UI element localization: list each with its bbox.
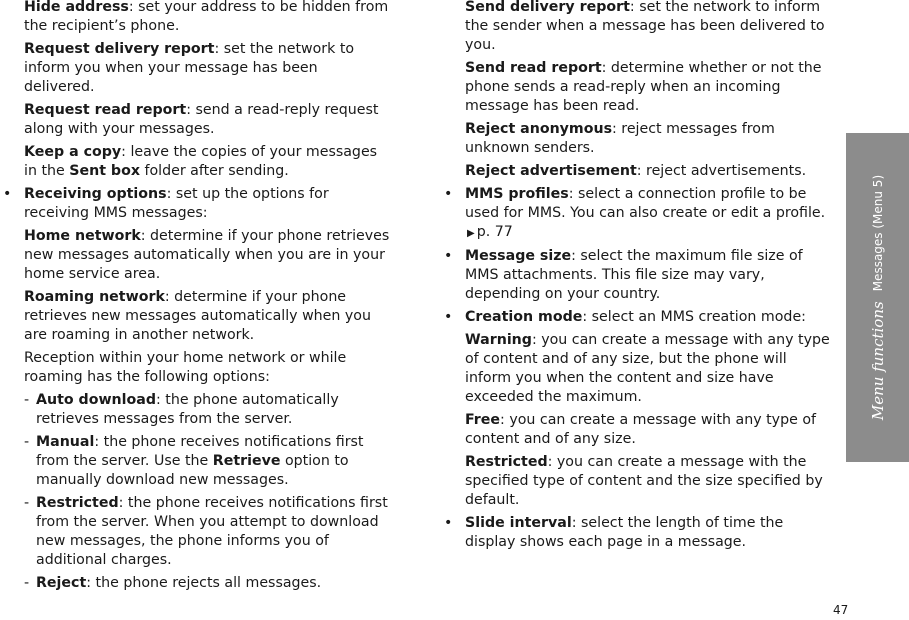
page-number: 47 [833,603,849,617]
request-delivery-item [0,40,390,97]
dash-marker: - [24,575,30,591]
slide-interval-text: : select the length of time the display shows each page in a message. [465,515,784,550]
side-tab-subtitle: Messages (Menu 5) [870,174,885,292]
reject-advertisement-text: : reject advertisements. [636,163,807,179]
request-read-term: Request read report [24,102,187,118]
page-reference: p. 77 [476,224,513,240]
right-column [441,0,831,556]
restricted-mode-term: Restricted [465,454,548,470]
send-delivery-text: : set the network to inform the sender when a message has been delivered to you. [465,0,825,53]
restricted-mode-item [441,453,831,510]
bullet-icon: • [444,515,453,531]
side-tab-title: Menu functions [868,301,887,421]
manual-item [0,433,390,490]
dash-marker: - [24,495,30,511]
reception-intro: Reception within your home network or while roaming has the following options: [24,350,347,385]
left-column [0,0,390,597]
hide-address-term: Hide address [24,0,129,15]
slide-interval-term: Slide interval [465,515,572,531]
auto-download-item [0,391,390,429]
auto-download-term: Auto download [36,392,156,408]
reject-advertisement-term: Reject advertisement [465,163,637,179]
free-text: : you can create a message with any type of content and of any size. [465,412,816,447]
creation-mode-bullet [441,308,831,327]
home-network-item [0,227,390,284]
restricted-option-term: Restricted [36,495,119,511]
reject-text: : the phone rejects all messages. [86,575,322,591]
send-read-term: Send read report [465,60,602,76]
restricted-option-item [0,494,390,570]
warning-term: Warning [465,332,532,348]
request-read-item [0,101,390,139]
send-delivery-term: Send delivery report [465,0,630,15]
request-read-text: : send a read-reply request along with your messages. [24,102,379,137]
keep-copy-text-end: folder after sending. [139,163,289,179]
warning-item [441,331,831,407]
bullet-icon: • [444,309,453,325]
home-network-term: Home network [24,228,141,244]
dash-marker: - [24,434,30,450]
free-item [441,411,831,449]
free-term: Free [465,412,501,428]
reject-anonymous-term: Reject anonymous [465,121,613,137]
send-read-item [441,59,831,116]
bullet-icon: • [3,186,12,202]
send-read-text: : determine whether or not the phone sends a read-reply when an incoming message has been read. [465,60,822,114]
message-size-text: : select the maximum file size of MMS attachments. This file size may vary, depending on your country. [465,248,803,302]
manual-text-end: option to manually download new messages. [36,453,349,488]
reject-term: Reject [36,575,87,591]
reject-advertisement-item [441,162,831,181]
hide-address-text: : set your address to be hidden from the recipient’s phone. [24,0,389,34]
bullet-icon: • [444,248,453,264]
arrow-right-icon: ▶ [467,228,475,239]
retrieve-term: Retrieve [212,453,281,469]
receiving-options-bullet [0,185,390,223]
mms-profiles-bullet [441,185,831,243]
send-delivery-item [441,0,831,55]
home-network-text: : determine if your phone retrieves new messages automatically when you are in your home service area. [24,228,390,282]
roaming-network-text: : determine if your phone retrieves new messages automatically when you are roaming in another network. [24,289,371,343]
auto-download-text: : the phone automatically retrieves messages from the server. [36,392,339,427]
message-size-bullet [441,247,831,304]
creation-mode-text: : select an MMS creation mode: [582,309,806,325]
hide-address-item [0,0,390,36]
mms-profiles-text: : select a connection profile to be used for MMS. You can also create or edit a profile. [465,186,826,221]
reject-anonymous-text: : reject messages from unknown senders. [465,121,775,156]
message-size-term: Message size [465,248,572,264]
receiving-options-term: Receiving options [24,186,167,202]
manual-text: : the phone receives notifications first from the server. Use the [36,434,364,469]
keep-copy-item [0,143,390,181]
restricted-option-text: : the phone receives notifications first from the server. When you attempt to download new messages, the phone informs you of additional charges. [36,495,388,568]
roaming-network-term: Roaming network [24,289,165,305]
manual-term: Manual [36,434,95,450]
mms-profiles-term: MMS profiles [465,186,569,202]
request-delivery-text: : set the network to inform you when your message has been delivered. [24,41,355,95]
request-delivery-term: Request delivery report [24,41,215,57]
bullet-icon: • [444,186,453,202]
roaming-network-item [0,288,390,345]
creation-mode-term: Creation mode [465,309,583,325]
receiving-options-text: : set up the options for receiving MMS messages: [24,186,329,221]
keep-copy-term: Keep a copy [24,144,122,160]
slide-interval-bullet [441,514,831,552]
reject-item [0,574,390,593]
reject-anonymous-item [441,120,831,158]
restricted-mode-text: : you can create a message with the specified type of content and the size specified by default. [465,454,823,508]
keep-copy-text: : leave the copies of your messages in the [24,144,378,179]
sent-box-term: Sent box [69,163,140,179]
dash-marker: - [24,392,30,408]
section-side-tab [846,133,909,462]
warning-text: : you can create a message with any type of content and of any size, but the phone will inform you when the content and size have exceeded the maximum. [465,332,830,405]
